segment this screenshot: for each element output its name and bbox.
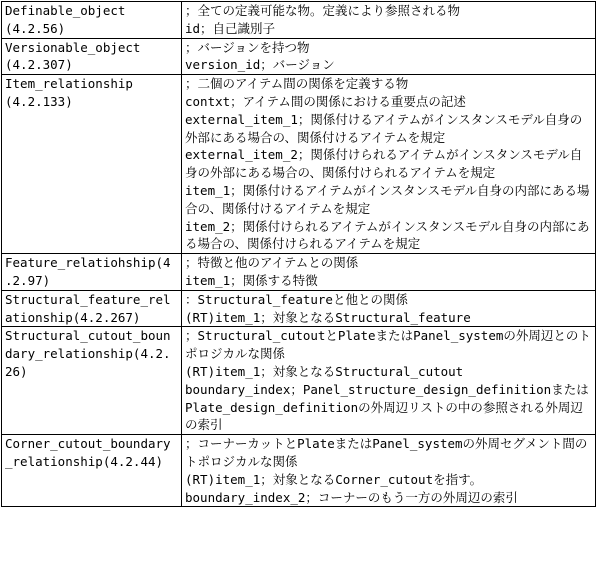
entity-name-line: (4.2.56) (5, 20, 66, 36)
entity-description-cell (182, 2, 596, 39)
entity-description-cell (182, 327, 596, 435)
entity-name-cell (2, 435, 182, 507)
table-row (2, 38, 596, 75)
description-line: (RT)item_1；対象となるCorner_cutoutを指す。 (185, 471, 483, 487)
description-line: ；特徴と他のアイテムとの関係 (185, 255, 359, 271)
entity-name-line: _relationship(4.2.44) (5, 453, 164, 469)
entity-name-line: (4.2.133) (5, 93, 73, 109)
table-row (2, 290, 596, 327)
description-line: ；Structural_cutoutとPlateまたはPanel_systemの外周辺とのトポロジカルな関係 (185, 328, 591, 362)
table-body (2, 2, 596, 507)
entity-description-cell (182, 75, 596, 254)
entity-name-line: Structural_feature_rel (5, 291, 171, 307)
entity-name-cell (2, 2, 182, 39)
description-line: contxt；アイテム間の関係における重要点の記述 (185, 93, 466, 109)
entity-name-line: dary_relationship(4.2. (5, 346, 171, 362)
entity-name-line: Corner_cutout_boundary (5, 436, 171, 452)
description-line: version_id；バージョン (185, 57, 335, 73)
description-line: item_1；関係する特徴 (185, 272, 318, 288)
entity-name-line: Item_relationship (5, 76, 133, 92)
description-line: ；コーナーカットとPlateまたはPanel_systemの外周セグメント間のトポロジカルな関係 (185, 436, 588, 469)
description-line: item_2；関係付けられるアイテムがインスタンスモデル自身の内部にある場合の、関係付けられるアイテムを規定 (185, 218, 590, 252)
entity-name-line: .2.97) (5, 272, 51, 288)
description-line: (RT)item_1；対象となるStructural_feature (185, 309, 471, 325)
entity-name-cell (2, 38, 182, 75)
entity-name-cell (2, 290, 182, 327)
entity-description-cell (182, 38, 596, 75)
entity-name-line: 26) (5, 363, 28, 379)
entity-name-line: Structural_cutout_boun (5, 328, 171, 344)
entity-name-line: Feature_relatiohship(4 (5, 255, 171, 271)
description-line: external_item_1；関係付けるアイテムがインスタンスモデル自身の外部にある場合の、関係付けるアイテムを規定 (185, 111, 583, 145)
table-row (2, 327, 596, 435)
entity-name-cell (2, 327, 182, 435)
description-line: ；バージョンを持つ物 (185, 39, 310, 55)
table-row (2, 2, 596, 39)
description-line: boundary_index_2；コーナーのもう一方の外周辺の索引 (185, 489, 518, 505)
description-line: ：Structural_featureと他との関係 (185, 291, 408, 307)
description-line: external_item_2；関係付けられるアイテムがインスタンスモデル自身の外部にある場合の、関係付けられるアイテムを規定 (185, 147, 583, 181)
description-line: item_1；関係付けるアイテムがインスタンスモデル自身の内部にある場合の、関係付けるアイテムを規定 (185, 182, 590, 216)
entity-name-line: (4.2.307) (5, 57, 73, 73)
entity-name-line: Definable_object (5, 3, 126, 18)
description-line: (RT)item_1；対象となるStructural_cutout (185, 363, 464, 379)
table-row (2, 254, 596, 291)
entity-description-cell (182, 435, 596, 507)
entity-description-cell (182, 254, 596, 291)
description-line: boundary_index；Panel_structure_design_definitionまたはPlate_design_definitionの外周辺リストの中の参照される外周辺の索引 (185, 381, 589, 433)
entity-name-cell (2, 75, 182, 254)
table-row (2, 75, 596, 254)
entity-name-line: Versionable_object (5, 39, 141, 55)
table-row (2, 435, 596, 507)
entity-name-line: ationship(4.2.267) (5, 309, 141, 325)
entity-name-cell (2, 254, 182, 291)
entity-description-cell (182, 290, 596, 327)
entity-definitions-table (1, 1, 596, 507)
description-line: ；全ての定義可能な物。定義により参照される物 (185, 3, 461, 18)
description-line: ；二個のアイテム間の関係を定義する物 (185, 76, 409, 92)
description-line: id；自己識別子 (185, 20, 276, 36)
